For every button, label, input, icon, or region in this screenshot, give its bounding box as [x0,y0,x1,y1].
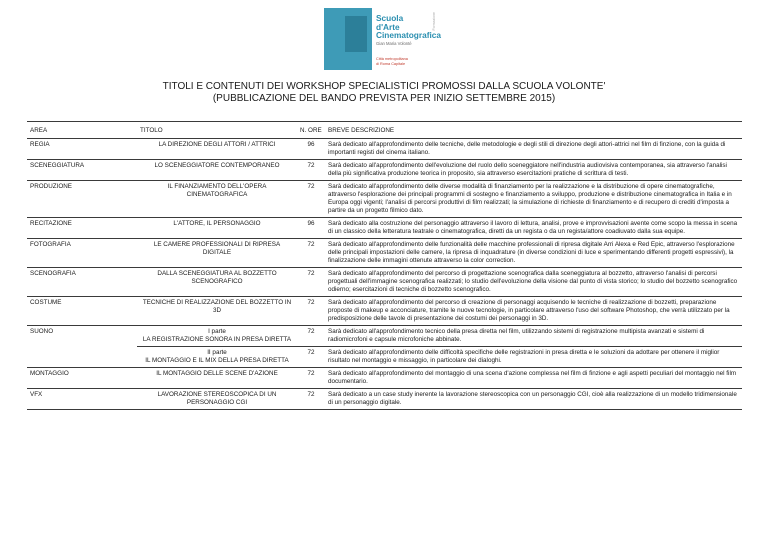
cell-descrizione: Sarà dedicato all'approfondimento delle tecniche, delle metodologie e degli stili di direzione degli attori-attrici nel film di finzione, con la guida di importanti registi del cinema italiano. [325,139,742,160]
table-row [27,181,742,218]
cell-ore: 72 [297,347,325,368]
cell-titolo: LA DIREZIONE DEGLI ATTORI / ATTRICI [137,139,297,160]
cell-descrizione: Sarà dedicato a un case study inerente la lavorazione stereoscopica con un personaggio CGI, cioè alla realizzazione di un modello tridimensionale di un personaggio digitale. [325,389,742,410]
cell-titolo: LO SCENEGGIATORE CONTEMPORANEO [137,160,297,181]
logo-subtitle: Gian Maria Volonté [376,41,412,46]
cell-area: REGIA [27,139,137,160]
cell-area: PRODUZIONE [27,181,137,218]
cell-descrizione: Sarà dedicato all'approfondimento tecnico della presa diretta nel film, utilizzando sistemi di registrazione multipista avanzati e sistemi di radiomicrofoni e capsule microfoniche abbinate. [325,326,742,347]
cell-descrizione: Sarà dedicato all'approfondimento delle difficoltà specifiche delle registrazioni in presa diretta e le soluzioni da adottare per ottenere il miglior risultato nel montaggio e missaggio, in particolare dei dialoghi. [325,347,742,368]
cell-titolo: L'ATTORE, IL PERSONAGGIO [137,218,297,239]
table-row [27,239,742,268]
cell-area: SUONO [27,326,137,347]
header-ore: N. ORE [297,122,325,139]
cell-titolo: TECNICHE DI REALIZZAZIONE DEL BOZZETTO IN 3D [137,297,297,326]
table-row [27,160,742,181]
cell-ore: 96 [297,218,325,239]
cell-descrizione: Sarà dedicato all'approfondimento delle diverse modalità di finanziamento per la realizzazione e la distribuzione di opere cinematografiche, attraverso l'esplorazione dei principali programmi di sostegno e finanziamento a sviluppo, produzione e distribuzione cinematografica in Italia e in Europa oggi vigenti; l'analisi di percorsi produttivi di film realizzati; la simulazione di richieste di finanziamento e di recupero di crediti d'imposta a partire da un progetto filmico dato. [325,181,742,218]
cell-area: VFX [27,389,137,410]
header-area: AREA [27,122,137,139]
cell-area: FOTOGRAFIA [27,239,137,268]
cell-ore: 72 [297,239,325,268]
cell-ore: 72 [297,181,325,218]
cell-titolo [137,347,297,368]
school-logo [324,8,442,74]
cell-titolo-text: LA REGISTRAZIONE SONORA IN PRESA DIRETTA [142,336,292,343]
cell-titolo-part: II parte [207,349,227,356]
cell-ore: 72 [297,297,325,326]
logo-wordmark: Scuola d'Arte Cinematografica [376,13,442,40]
cell-area: SCENEGGIATURA [27,160,137,181]
cell-descrizione: Sarà dedicato all'approfondimento del percorso di creazione di personaggi acquisendo le tecniche di realizzazione di bozzetti, preparazione proposte di makeup e acconciature, tramite le nuove tecnologie, in particolare attraverso l'uso del software Photoshop, che verrà utilizzato per la predisposizione delle tavole di presentazione dei costumi dei personaggi in 3D. [325,297,742,326]
cell-titolo: IL MONTAGGIO DELLE SCENE D'AZIONE [137,368,297,389]
page-title [0,81,768,104]
cell-titolo-text: IL MONTAGGIO E IL MIX DELLA PRESA DIRETTA [145,357,289,364]
cell-descrizione: Sarà dedicato all'approfondimento dell'evoluzione del ruolo dello sceneggiatore nell'industria audiovisiva contemporanea, sia attraverso l'analisi della più significativa produzione teorica in proposito, sia attraverso esercitazioni pratiche di scrittura di testi. [325,160,742,181]
cell-ore: 96 [297,139,325,160]
table-row [27,218,742,239]
cell-ore: 72 [297,389,325,410]
table-row [27,297,742,326]
cell-area: RECITAZIONE [27,218,137,239]
cell-titolo: IL FINANZIAMENTO DELL'OPERA CINEMATOGRAFICA [137,181,297,218]
logo-mark [324,8,372,70]
table-row [27,347,742,368]
table-row [27,389,742,410]
cell-titolo: LAVORAZIONE STEREOSCOPICA DI UN PERSONAGGIO CGI [137,389,297,410]
cell-titolo-part: I parte [208,328,226,335]
title-line-2: (PUBBLICAZIONE DEL BANDO PREVISTA PER INIZIO SETTEMBRE 2015) [212,92,556,104]
cell-titolo [137,326,297,347]
cell-titolo: DALLA SCENEGGIATURA AL BOZZETTO SCENOGRAFICO [137,268,297,297]
cell-ore: 72 [297,326,325,347]
cell-area: COSTUME [27,297,137,326]
header-descrizione: BREVE DESCRIZIONE [325,122,742,139]
logo-institution: Città metropolitana di Roma Capitale [376,57,408,66]
table-row [27,326,742,347]
cell-descrizione: Sarà dedicato alla costruzione del personaggio attraverso il lavoro di lettura, analisi, prove e improvvisazioni avente come scopo la messa in scena di un classico della letteratura teatrale o cinematografica, diretti da un regista o da un regista/attore coadiuvato dalla sua equipe. [325,218,742,239]
cell-area: MONTAGGIO [27,368,137,389]
table-header-row [27,122,742,139]
cell-ore: 72 [297,160,325,181]
table-row [27,368,742,389]
table-row [27,139,742,160]
cell-ore: 72 [297,368,325,389]
cell-area [27,347,137,368]
cell-descrizione: Sarà dedicato all'approfondimento del percorso di progettazione scenografica dalla sceneggiatura al bozzetto, attraverso l'analisi di percorsi progettuali dell'immagine scenografica realizzati; lo studio dell'evoluzione della visione dal punto di vista storico; lo studio del bozzetto scenografico odierno; esercitazioni di tecniche di bozzetto scenografico. [325,268,742,297]
cell-descrizione: Sarà dedicato all'approfondimento del montaggio di una scena d'azione complessa nel film di finzione e agli aspetti peculiari del montaggio nel film documentario. [325,368,742,389]
logo-side-label: Formazione [432,12,436,31]
cell-titolo: LE CAMERE PROFESSIONALI DI RIPRESA DIGITALE [137,239,297,268]
workshop-table [27,121,742,410]
cell-descrizione: Sarà dedicato all'approfondimento delle funzionalità delle macchine professionali di ripresa digitale Arri Alexa e Red Epic, attraverso l'esplorazione delle principali impostazioni delle camere, la ripresa di inquadrature (in diverse condizioni di luce e sperimentando differenti progetti espressivi), la finalizzazione delle immagini ottenute attraverso la color correction. [325,239,742,268]
cell-ore: 72 [297,268,325,297]
cell-area: SCENOGRAFIA [27,268,137,297]
table-row [27,268,742,297]
header-titolo: TITOLO [137,122,297,139]
title-line-1: TITOLI E CONTENUTI DEI WORKSHOP SPECIALISTICI PROMOSSI DALLA SCUOLA VOLONTE' [162,81,606,92]
